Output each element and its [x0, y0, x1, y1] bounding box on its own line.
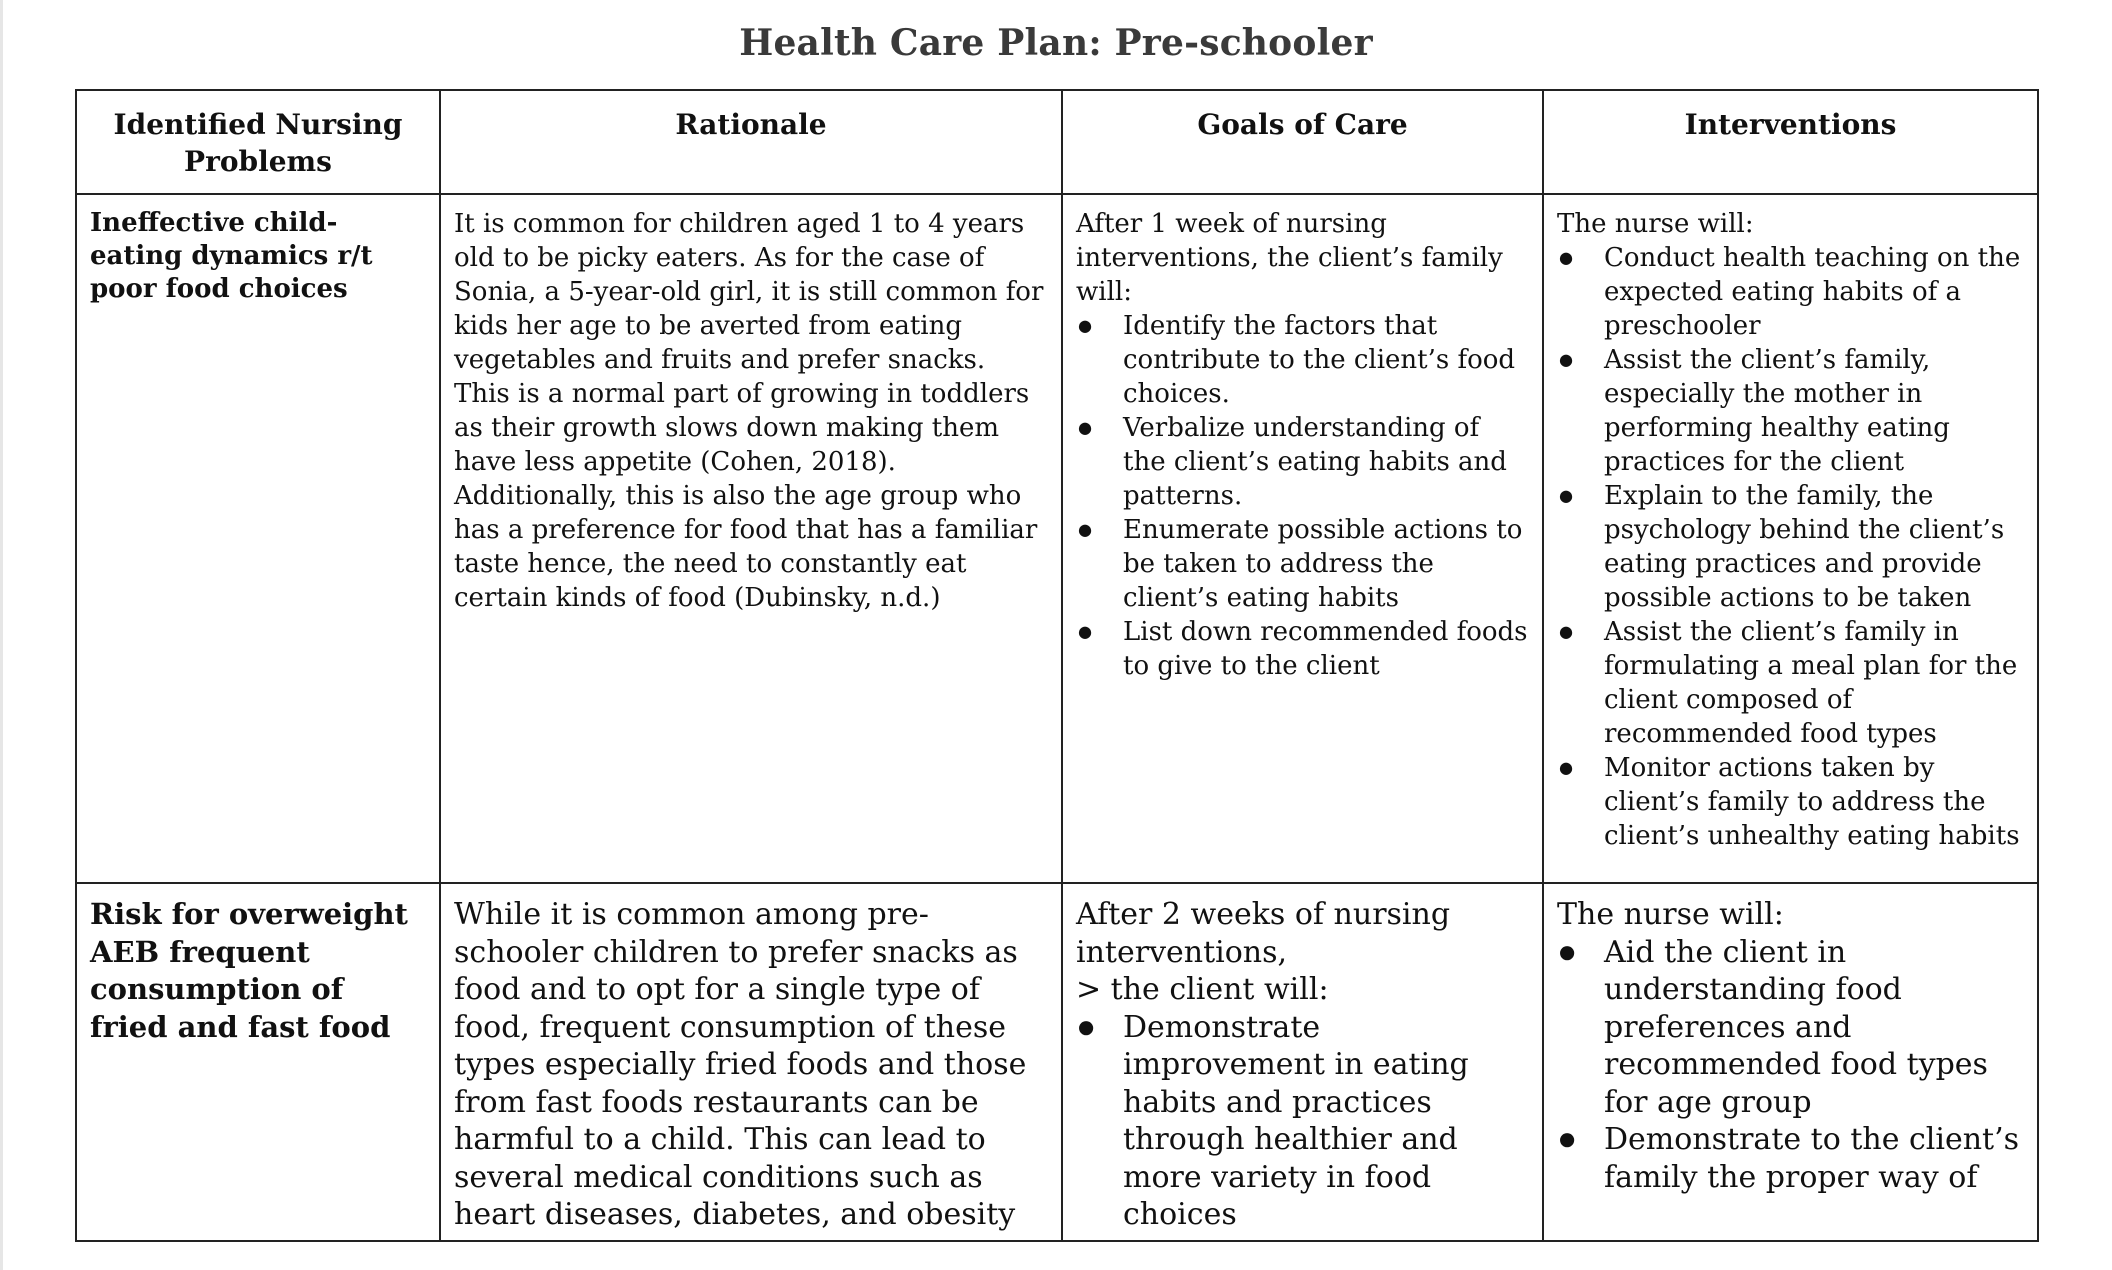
table-row: [76, 194, 2038, 883]
goal-item: ● Identify the factors that contribute to the client’s food choices.: [1076, 309, 1529, 411]
goals-list: [1076, 1009, 1529, 1234]
intervention-item: ● Explain to the family, the psychology behind the client’s eating practices and provide possible actions to be taken: [1557, 479, 2024, 615]
intervention-item: ● Assist the client’s family, especially the mother in performing healthy eating practices for the client: [1557, 343, 2024, 479]
document-title: Health Care Plan: Pre-schooler: [739, 22, 1373, 64]
header-interventions: Interventions: [1543, 90, 2038, 194]
interventions-cell: [1543, 883, 2038, 1241]
intervention-item: ● Assist the client’s family in formulating a meal plan for the client composed of recommended food types: [1557, 615, 2024, 751]
goal-item: ● Enumerate possible actions to be taken to address the client’s eating habits: [1076, 513, 1529, 615]
table-row: [76, 883, 2038, 1241]
table-header-row: [76, 90, 2038, 194]
header-goals-of-care: Goals of Care: [1062, 90, 1543, 194]
goal-item: ● List down recommended foods to give to the client: [1076, 615, 1529, 683]
interventions-intro: The nurse will:: [1557, 209, 1754, 239]
goals-intro: After 1 week of nursing interventions, the client’s family will:: [1076, 209, 1503, 307]
interventions-list: [1557, 241, 2024, 853]
header-rationale: Rationale: [440, 90, 1062, 194]
intervention-item: ● Conduct health teaching on the expected eating habits of a preschooler: [1557, 241, 2024, 343]
rationale-cell: It is common for children aged 1 to 4 years old to be picky eaters. As for the case of Sonia, a 5-year-old girl, it is still common for kids her age to be averted from eating vegetables and fruits and prefer snacks. This is a normal part of growing in toddlers as their growth slows down making them have less appetite (Cohen, 2018). Additionally, this is also the age group who has a preference for food that has a familiar taste hence, the need to constantly eat certain kinds of food (Dubinsky, n.d.): [440, 194, 1062, 883]
intervention-item: ● Monitor actions taken by client’s family to address the client’s unhealthy eating habits: [1557, 751, 2024, 853]
interventions-intro: The nurse will:: [1557, 897, 1784, 932]
care-plan-table: [75, 89, 2039, 1242]
goals-intro: After 2 weeks of nursing interventions,: [1076, 897, 1451, 970]
goals-list: [1076, 309, 1529, 683]
rationale-cell: While it is common among pre-schooler children to prefer snacks as food and to opt for a single type of food, frequent consumption of these types especially fried foods and those from fast foods restaurants can be harmful to a child. This can lead to several medical conditions such as heart diseases, diabetes, and obesity: [440, 883, 1062, 1241]
interventions-list: [1557, 934, 2024, 1197]
goal-item: ● Verbalize understanding of the client’s eating habits and patterns.: [1076, 411, 1529, 513]
nursing-problem-cell: Ineffective child-eating dynamics r/t poor food choices: [76, 194, 440, 883]
goals-cell: [1062, 883, 1543, 1241]
goals-intro-subject: > the client will:: [1076, 972, 1329, 1007]
intervention-item: ● Demonstrate to the client’s family the proper way of: [1557, 1121, 2024, 1196]
header-nursing-problems: Identified Nursing Problems: [76, 90, 440, 194]
intervention-item: ● Aid the client in understanding food preferences and recommended food types for age group: [1557, 934, 2024, 1122]
page-left-edge: [0, 0, 3, 1270]
nursing-problem-cell: Risk for overweight AEB frequent consumption of fried and fast food: [76, 883, 440, 1241]
interventions-cell: [1543, 194, 2038, 883]
goals-cell: [1062, 194, 1543, 883]
goal-item: ● Demonstrate improvement in eating habits and practices through healthier and more variety in food choices: [1076, 1009, 1529, 1234]
